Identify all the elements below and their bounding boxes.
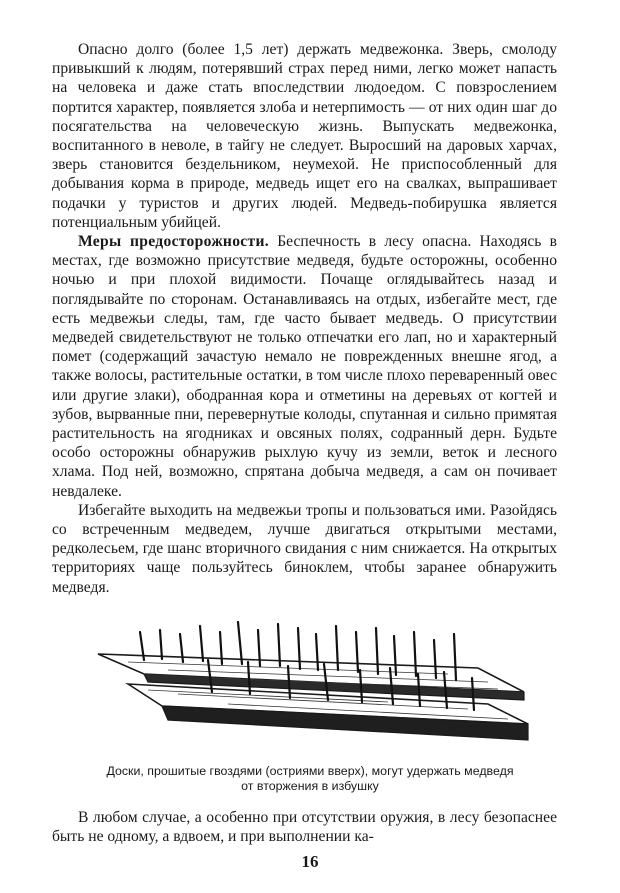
nailed-boards-illustration [88, 612, 538, 762]
caption-line: Доски, прошитые гвоздями (остриями вверх), могут удержать медведя [106, 764, 514, 778]
caption-line: от вторжения в избушку [241, 779, 379, 793]
paragraph-precautions [52, 232, 557, 501]
section-heading: Меры предосторожности. [78, 233, 269, 251]
figure-caption [40, 764, 580, 794]
main-text [52, 40, 557, 597]
paragraph-text: Опасно долго (более 1,5 лет) держать медвежонка. Зверь, смолоду привыкший к людям, потерявший страх перед ними, легко может напасть на человека и даже стать впоследствии людоедом. С повзрослением портится характер, появляется злоба и нетерпимость — от них один шаг до посягательства на человеческую жизнь. Выпускать медвежонка, воспитанного в неволе, в тайгу не следует. Выросший на даровых харчах, зверь становится бездельником, неумехой. Не приспособленный для добывания корма в природе, медведь ищет его на свалках, выпрашивает подачки у туристов и других людей. Медведь-побирушка является потенциальным убийцей. [52, 41, 557, 231]
paragraph-avoid-trails [52, 501, 557, 597]
page-number: 16 [301, 852, 319, 871]
paragraph-text: Избегайте выходить на медвежьи тропы и пользоваться ими. Разойдясь со встреченным медведем, лучше двигаться открытыми местами, редколесьем, где шанс вторичного свидания с ним снижается. На открытых территориях чаще пользуйтесь биноклем, чтобы заранее обнаружить медведя. [52, 501, 557, 596]
paragraph-text: Беспечность в лесу опасна. Находясь в местах, где возможно присутствие медведя, будьте осторожны, особенно ночью и при плохой видимости. Почаще оглядывайтесь назад и поглядывайте по сторонам. Останавливаясь на отдых, избегайте мест, где есть медвежьи следы, там, где часто бывает медведь. О присутствии медведей свидетельствуют не только отпечатки его лап, но и характерный помет (содержащий зачастую немало не поврежденных внешне ягод, а также волосы, растительные остатки, в том числе плохо переваренный овес или другие злаки), ободранная кора и отметины на деревьях от когтей и зубов, вырванные пни, перевернутые колоды, спутанная и сильно примятая растительность на ягодниках и овсяных полях, содранный дерн. Будьте особо осторожны обнаружив рыхлую кучу из земли, веток и лесного хлама. Под ней, возможно, спрятана добыча медведя, а сам он почивает невдалеке. [52, 233, 557, 500]
paragraph-closing: В любом случае, а особенно при отсутствии оружия, в лесу безопаснее быть не одному, а вдвоем, и при выполнении ка- [52, 809, 557, 846]
closing-text [52, 808, 557, 846]
paragraph-cub-danger [52, 40, 557, 232]
